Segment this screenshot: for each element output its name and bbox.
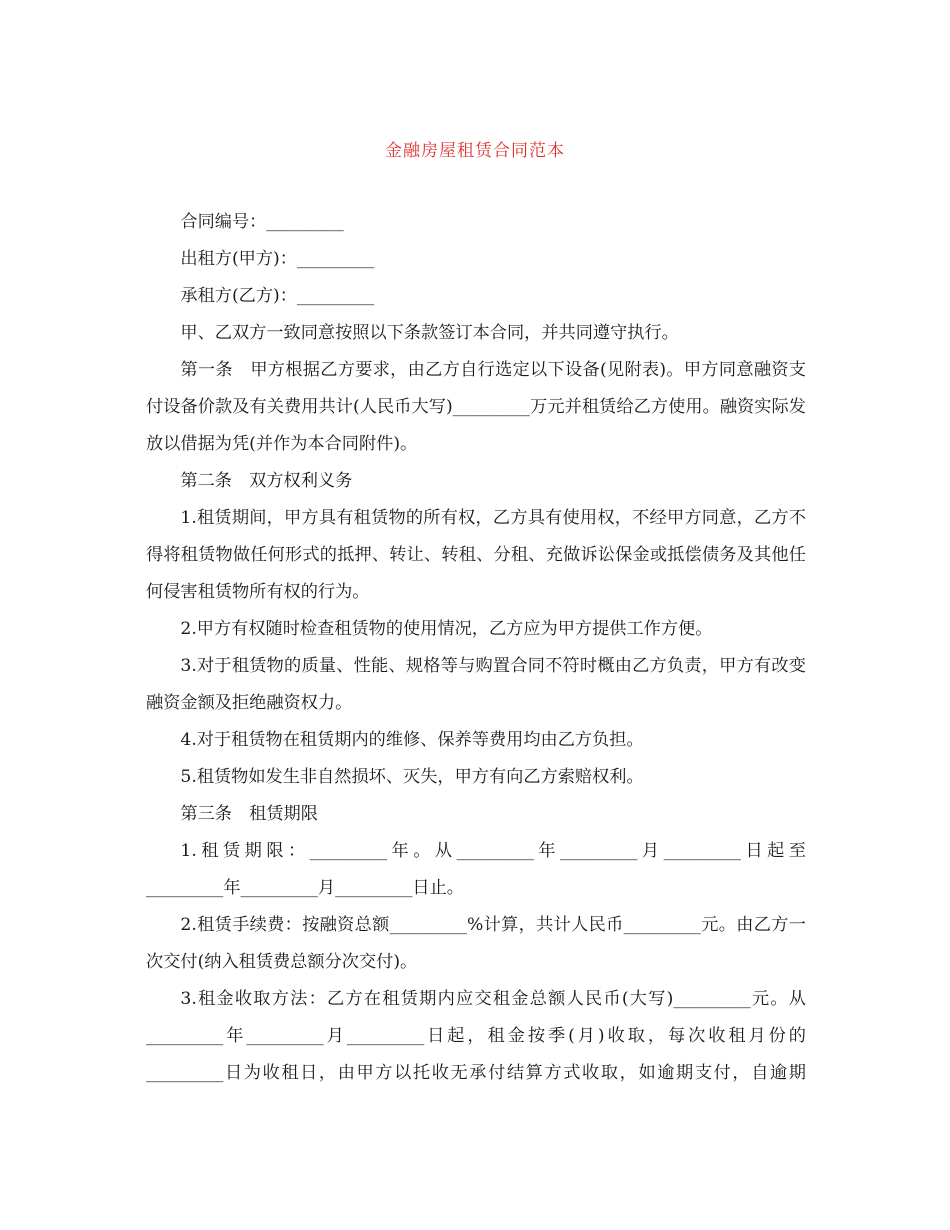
article-1-paragraph: 第一条 甲方根据乙方要求，由乙方自行选定以下设备(见附表)。甲方同意融资支付设备价款及有关费用共计(人民币大写)_________万元并租赁给乙方使用。融资实际发放以借据为凭(并作为本合同附件)。 [146,360,806,454]
article-3-heading: 第三条 租赁期限 [180,804,318,824]
lessor-line: 出租方(甲方)：_________ [180,249,375,269]
lessee-line: 承租方(乙方)：_________ [180,286,375,306]
article-2-heading: 第二条 双方权利义务 [180,471,353,491]
article-2-clause-5: 5.租赁物如发生非自然损坏、灭失，甲方有向乙方索赔权利。 [180,767,644,787]
article-2-clause-4: 4.对于租赁物在租赁期内的维修、保养等费用均由乙方负担。 [180,730,644,750]
article-3-clause-3: 3.租金收取方法：乙方在租赁期内应交租金总额人民币(大写)_________元。从_________年_________月_________日起，租金按季(月)收取，每次收租月份的_________日为收租日，由甲方以托收无承付结算方式收取，如逾期支付，自逾期 [146,989,806,1083]
article-3-clause-2: 2.租赁手续费：按融资总额_________%计算，共计人民币_________元。由乙方一次交付(纳入租赁费总额分次交付)。 [146,915,806,972]
article-2-clause-3: 3.对于租赁物的质量、性能、规格等与购置合同不符时概由乙方负责，甲方有改变融资金额及拒绝融资权力。 [146,656,806,713]
article-2-clause-2: 2.甲方有权随时检查租赁物的使用情况，乙方应为甲方提供工作方便。 [180,619,713,639]
contract-number-line: 合同编号：_________ [180,212,344,232]
preamble-paragraph: 甲、乙双方一致同意按照以下条款签订本合同，并共同遵守执行。 [180,323,679,343]
article-3-clause-1: 1.租赁期限：_________年。从_________年_________月_________日起至_________年_________月_________日止。 [146,841,806,898]
document-title: 金融房屋租赁合同范本 [385,141,565,161]
document-body [146,204,806,1092]
article-2-clause-1: 1.租赁期间，甲方具有租赁物的所有权，乙方具有使用权，不经甲方同意，乙方不得将租赁物做任何形式的抵押、转让、转租、分租、充做诉讼保金或抵偿债务及其他任何侵害租赁物所有权的行为。 [146,508,806,602]
